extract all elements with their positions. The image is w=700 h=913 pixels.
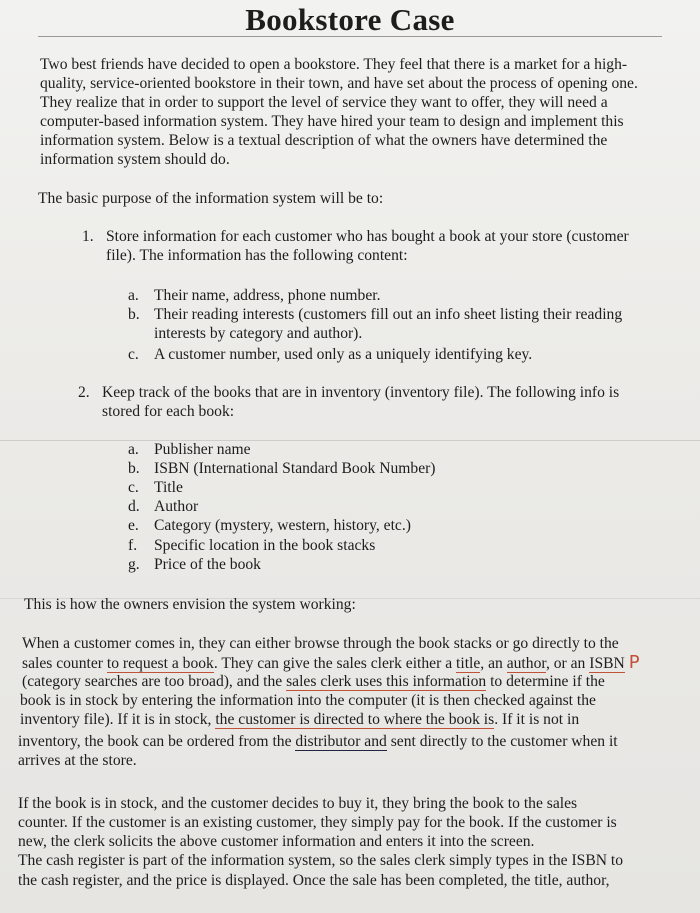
- underlined-phrase: sales clerk uses this information: [286, 673, 487, 690]
- text-run: , or an: [545, 655, 590, 672]
- sub-item-text: A customer number, used only as a uniquely identifying key.: [154, 346, 533, 363]
- list-number: 2.: [78, 384, 90, 401]
- document-title: Bookstore Case: [245, 2, 455, 37]
- sub-item-text: ISBN (International Standard Book Number): [154, 460, 436, 477]
- paragraph-line: the cash register, and the price is displayed. Once the sale has been completed, the title, author,: [18, 872, 610, 889]
- paragraph-line: When a customer comes in, they can either browse through the book stacks or go directly to the: [22, 635, 619, 652]
- list-item-text: Store information for each customer who has bought a book at your store (customer: [106, 228, 629, 245]
- sub-letter: a.: [128, 441, 139, 458]
- text-run: . They can give the sales clerk either a: [213, 655, 457, 672]
- title-divider: [38, 36, 662, 37]
- list-item-text: stored for each book:: [102, 403, 235, 420]
- envision-line: This is how the owners envision the system working:: [24, 596, 356, 613]
- sub-letter: d.: [128, 498, 140, 515]
- sub-item-text: interests by category and author).: [154, 325, 363, 342]
- list-item-text: Keep track of the books that are in inventory (inventory file). The following info is: [102, 384, 620, 401]
- text-run: inventory, the book can be ordered from the: [18, 733, 296, 750]
- sub-item-text: Their name, address, phone number.: [154, 287, 381, 304]
- underlined-phrase: distributor and: [295, 733, 387, 750]
- handwritten-question-mark: P: [628, 652, 640, 673]
- intro-line: information system should do.: [40, 151, 230, 168]
- paragraph-line: If the book is in stock, and the customer decides to buy it, they bring the book to the sales: [18, 795, 578, 812]
- sub-letter: c.: [128, 346, 139, 363]
- paragraph-line: new, the clerk solicits the above customer information and enters it into the screen.: [18, 833, 535, 850]
- sub-item-text: Author: [154, 498, 199, 515]
- text-run: , an: [480, 655, 507, 672]
- sub-item-text: Specific location in the book stacks: [154, 537, 376, 554]
- sub-item-text: Their reading interests (customers fill out an info sheet listing their reading: [154, 306, 623, 323]
- paragraph-line: The cash register is part of the information system, so the sales clerk simply types in the ISBN to: [18, 852, 624, 869]
- paragraph-line: counter. If the customer is an existing customer, they simply pay for the book. If the customer is: [18, 814, 617, 831]
- sub-item-text: Publisher name: [154, 441, 251, 458]
- sub-letter: b.: [128, 460, 140, 477]
- purpose-line: The basic purpose of the information system will be to:: [38, 190, 384, 207]
- list-number: 1.: [82, 228, 94, 245]
- intro-line: quality, service-oriented bookstore in their town, and have set about the process of opening one.: [40, 75, 638, 92]
- text-run: (category searches are too broad), and the: [22, 673, 287, 690]
- paragraph-line: arrives at the store.: [18, 752, 137, 769]
- text-run: sales counter: [22, 655, 107, 672]
- intro-line: information system. Below is a textual description of what the owners have determined the: [40, 132, 608, 149]
- sub-letter: a.: [128, 287, 139, 304]
- underlined-phrase: the customer is directed to where the book is: [215, 711, 495, 728]
- intro-line: computer-based information system. They have hired your team to design and implement this: [40, 113, 624, 130]
- underlined-phrase: author: [506, 655, 546, 672]
- sub-letter: e.: [128, 517, 139, 534]
- text-run: inventory file). If it is in stock,: [20, 711, 216, 728]
- underlined-phrase: ISBN: [589, 655, 625, 672]
- intro-line: They realize that in order to support the level of service they want to offer, they will need a: [40, 94, 608, 111]
- sub-letter: f.: [128, 537, 138, 554]
- text-run: . If it is not in: [494, 711, 580, 728]
- sub-letter: c.: [128, 479, 139, 496]
- sub-item-text: Title: [154, 479, 183, 496]
- text-run: to determine if the: [486, 673, 605, 690]
- sub-letter: g.: [128, 556, 140, 573]
- underlined-phrase: to request a book: [106, 655, 214, 672]
- sub-item-text: Price of the book: [154, 556, 261, 573]
- sub-letter: b.: [128, 306, 140, 323]
- sub-item-text: Category (mystery, western, history, etc.): [154, 517, 411, 534]
- list-item-text: file). The information has the following content:: [106, 247, 408, 264]
- paragraph-line: book is in stock by entering the information into the computer (it is then checked against the: [20, 692, 596, 709]
- intro-line: Two best friends have decided to open a bookstore. They feel that there is a market for a high-: [40, 56, 628, 73]
- text-run: sent directly to the customer when it: [386, 733, 618, 750]
- paper-fold: [0, 440, 700, 441]
- underlined-phrase: title: [456, 655, 481, 672]
